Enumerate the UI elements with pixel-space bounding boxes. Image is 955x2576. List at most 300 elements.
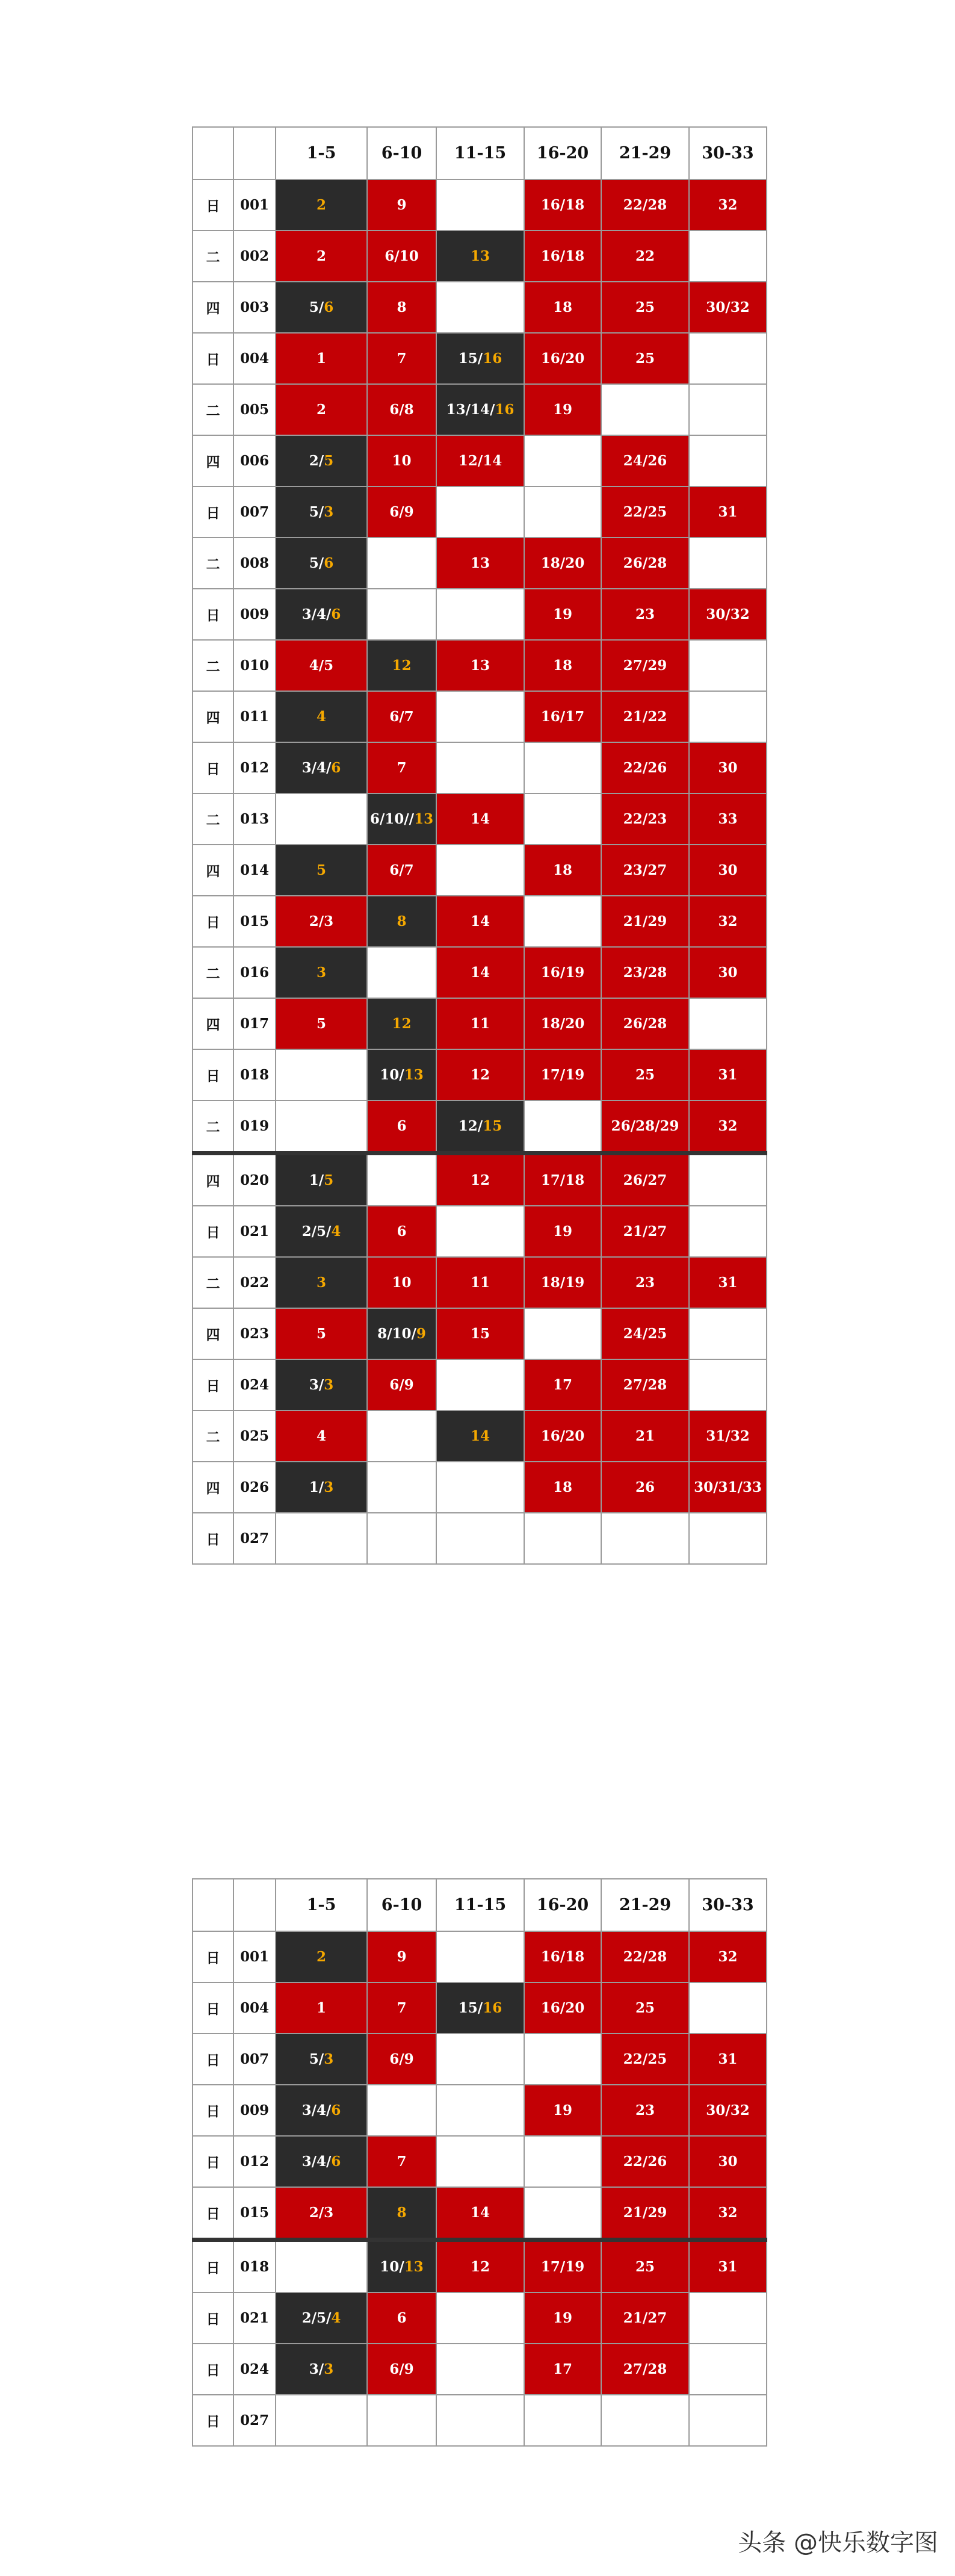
- day-label: 四: [193, 845, 233, 896]
- number-cell: [436, 2240, 524, 2293]
- number-cell: [524, 486, 601, 538]
- number-cell: [436, 2344, 524, 2395]
- table-row: [193, 333, 767, 384]
- number-text: 31: [718, 2051, 738, 2067]
- number-cell: [367, 998, 436, 1049]
- number-text: 23/27: [623, 862, 667, 878]
- number-cell: [689, 998, 767, 1049]
- number-text: 7: [397, 760, 407, 776]
- number-text: 14: [470, 2205, 490, 2221]
- number-text: 16/18: [540, 248, 585, 264]
- number-text: 16/20: [540, 350, 585, 367]
- number-cell: [436, 691, 524, 742]
- issue-number: 004: [233, 1982, 276, 2034]
- number-cell: [367, 1206, 436, 1257]
- number-text: 9: [397, 1949, 407, 1965]
- number-cell: [436, 947, 524, 998]
- day-label: 日: [193, 1359, 233, 1411]
- column-header: 6-10: [367, 1879, 436, 1931]
- number-cell: [436, 179, 524, 231]
- number-cell: [436, 2395, 524, 2446]
- day-label: 日: [193, 1931, 233, 1982]
- number-text: 17: [552, 2361, 572, 2377]
- number-cell: [367, 2240, 436, 2293]
- number-text: 23: [635, 1274, 655, 1291]
- number-cell: [367, 1513, 436, 1564]
- number-cell: [276, 947, 367, 998]
- issue-number: 009: [233, 589, 276, 640]
- number-cell: [276, 2395, 367, 2446]
- day-label: 四: [193, 1462, 233, 1513]
- issue-number: 011: [233, 691, 276, 742]
- number-text: 6/9: [389, 2361, 414, 2377]
- number-cell: [436, 742, 524, 793]
- table-row: [193, 486, 767, 538]
- number-cell: [367, 845, 436, 896]
- day-label: 四: [193, 1308, 233, 1359]
- issue-number: 016: [233, 947, 276, 998]
- number-cell: [436, 2187, 524, 2240]
- column-header: 21-29: [601, 1879, 689, 1931]
- number-text: 25: [635, 299, 655, 315]
- issue-number: 018: [233, 2240, 276, 2293]
- number-text: 18: [552, 862, 572, 878]
- number-text: 5: [316, 1326, 326, 1342]
- number-cell: [436, 1100, 524, 1153]
- issue-number: 009: [233, 2085, 276, 2136]
- number-cell: [601, 947, 689, 998]
- highlight-number: 13: [404, 2259, 424, 2275]
- day-label: 日: [193, 1206, 233, 1257]
- number-cell: [367, 486, 436, 538]
- number-text: 19: [552, 402, 572, 418]
- number-cell: [436, 231, 524, 282]
- issue-number: 008: [233, 538, 276, 589]
- column-header: 16-20: [524, 127, 601, 179]
- number-cell: [367, 640, 436, 691]
- day-label: 日: [193, 179, 233, 231]
- day-label: 二: [193, 384, 233, 435]
- number-text: 33: [718, 811, 738, 827]
- number-text: 3/4/: [301, 2102, 332, 2118]
- issue-number: 027: [233, 1513, 276, 1564]
- number-text: 32: [718, 2205, 738, 2221]
- table-row: [193, 1206, 767, 1257]
- issue-number: 004: [233, 333, 276, 384]
- number-cell: [601, 2034, 689, 2085]
- number-text: 2/5/: [301, 1223, 332, 1240]
- number-cell: [689, 1931, 767, 1982]
- number-cell: [276, 384, 367, 435]
- day-label: 日: [193, 1513, 233, 1564]
- number-text: 15/: [458, 2000, 483, 2016]
- highlight-number: 3: [324, 504, 334, 520]
- column-header: [193, 127, 233, 179]
- number-cell: [436, 589, 524, 640]
- table-row: [193, 2085, 767, 2136]
- number-text: 1: [316, 350, 326, 367]
- highlight-number: 6: [331, 606, 341, 622]
- number-text: 21: [635, 1428, 655, 1444]
- number-text: 1/: [309, 1479, 324, 1495]
- number-cell: [367, 1982, 436, 2034]
- number-text: 6: [397, 1118, 407, 1134]
- column-header: 11-15: [436, 127, 524, 179]
- number-text: 30/31/33: [694, 1479, 762, 1495]
- number-text: 32: [718, 913, 738, 930]
- number-text: 21/22: [623, 709, 667, 725]
- highlight-number: 4: [331, 1223, 341, 1240]
- highlight-number: 5: [316, 862, 326, 878]
- number-cell: [601, 2187, 689, 2240]
- number-text: 10/: [380, 2259, 404, 2275]
- number-cell: [436, 1206, 524, 1257]
- number-text: 31: [718, 504, 738, 520]
- number-cell: [436, 998, 524, 1049]
- number-text: 22: [635, 248, 655, 264]
- number-cell: [524, 282, 601, 333]
- number-text: 17/19: [540, 1067, 585, 1083]
- number-text: 16/19: [540, 964, 585, 981]
- number-text: 10/: [380, 1067, 404, 1083]
- number-cell: [601, 589, 689, 640]
- number-cell: [436, 1257, 524, 1308]
- number-text: 23: [635, 606, 655, 622]
- column-header: 1-5: [276, 1879, 367, 1931]
- number-cell: [367, 333, 436, 384]
- number-text: 2/5/: [301, 2310, 332, 2326]
- number-text: 3/: [309, 1377, 324, 1393]
- number-text: 31: [718, 1067, 738, 1083]
- number-text: 16/18: [540, 197, 585, 213]
- number-cell: [601, 384, 689, 435]
- issue-number: 015: [233, 896, 276, 947]
- highlight-number: 3: [324, 1479, 334, 1495]
- number-cell: [601, 1462, 689, 1513]
- number-text: 32: [718, 197, 738, 213]
- number-text: 6/10//: [369, 811, 415, 827]
- issue-number: 024: [233, 2344, 276, 2395]
- number-text: 23: [635, 2102, 655, 2118]
- day-label: 四: [193, 691, 233, 742]
- number-text: 5: [316, 1016, 326, 1032]
- number-cell: [524, 793, 601, 845]
- day-label: 日: [193, 2085, 233, 2136]
- number-cell: [276, 486, 367, 538]
- issue-number: 023: [233, 1308, 276, 1359]
- number-text: 3/: [309, 2361, 324, 2377]
- day-label: 二: [193, 947, 233, 998]
- table-row: [193, 1982, 767, 2034]
- number-text: 18: [552, 657, 572, 674]
- number-cell: [524, 538, 601, 589]
- day-label: 日: [193, 1049, 233, 1100]
- number-cell: [276, 231, 367, 282]
- number-text: 31: [718, 1274, 738, 1291]
- highlight-number: 13: [414, 811, 434, 827]
- number-cell: [367, 1411, 436, 1462]
- issue-number: 007: [233, 2034, 276, 2085]
- highlight-number: 6: [331, 2153, 341, 2170]
- number-text: 17/18: [540, 1172, 585, 1188]
- number-cell: [601, 845, 689, 896]
- number-cell: [367, 1359, 436, 1411]
- number-cell: [689, 2240, 767, 2293]
- number-cell: [601, 1100, 689, 1153]
- number-text: 6/10: [385, 248, 419, 264]
- number-text: 25: [635, 350, 655, 367]
- number-cell: [689, 691, 767, 742]
- number-cell: [436, 2085, 524, 2136]
- issue-number: 021: [233, 1206, 276, 1257]
- number-text: 12/: [458, 1118, 483, 1134]
- number-cell: [601, 486, 689, 538]
- highlight-number: 6: [324, 299, 334, 315]
- number-cell: [689, 1513, 767, 1564]
- number-cell: [524, 2136, 601, 2187]
- day-label: 日: [193, 2395, 233, 2446]
- number-text: 30/32: [706, 299, 750, 315]
- table-row: [193, 2240, 767, 2293]
- issue-number: 012: [233, 2136, 276, 2187]
- number-cell: [367, 1257, 436, 1308]
- number-text: 18: [552, 299, 572, 315]
- number-cell: [601, 1982, 689, 2034]
- number-cell: [436, 282, 524, 333]
- number-text: 27/28: [623, 2361, 667, 2377]
- number-cell: [436, 1049, 524, 1100]
- number-cell: [524, 1308, 601, 1359]
- number-cell: [367, 793, 436, 845]
- table-row: [193, 1513, 767, 1564]
- column-header: 16-20: [524, 1879, 601, 1931]
- issue-number: 026: [233, 1462, 276, 1513]
- number-text: 15/: [458, 350, 483, 367]
- issue-number: 021: [233, 2292, 276, 2344]
- issue-number: 027: [233, 2395, 276, 2446]
- header-row: [193, 127, 767, 179]
- number-text: 3/4/: [301, 760, 332, 776]
- number-text: 1: [316, 2000, 326, 2016]
- number-text: 30: [718, 2153, 738, 2170]
- number-cell: [524, 1049, 601, 1100]
- number-cell: [367, 538, 436, 589]
- table-row: [193, 1411, 767, 1462]
- header-row: [193, 1879, 767, 1931]
- number-cell: [276, 742, 367, 793]
- table-row: [193, 2187, 767, 2240]
- table-row: [193, 538, 767, 589]
- issue-number: 001: [233, 179, 276, 231]
- issue-number: 020: [233, 1153, 276, 1206]
- number-cell: [601, 742, 689, 793]
- number-cell: [689, 435, 767, 486]
- table-row: [193, 2292, 767, 2344]
- day-label: 日: [193, 2187, 233, 2240]
- number-text: 8: [397, 299, 407, 315]
- day-label: 二: [193, 231, 233, 282]
- number-cell: [436, 1513, 524, 1564]
- number-text: 13: [470, 555, 490, 571]
- number-cell: [689, 2292, 767, 2344]
- watermark: 头条 @快乐数字图: [738, 2529, 938, 2557]
- number-text: 12: [470, 1172, 490, 1188]
- number-cell: [689, 1206, 767, 1257]
- number-cell: [367, 947, 436, 998]
- number-text: 27/28: [623, 1377, 667, 1393]
- number-text: 25: [635, 2000, 655, 2016]
- day-label: 二: [193, 640, 233, 691]
- number-text: 23/28: [623, 964, 667, 981]
- number-cell: [689, 896, 767, 947]
- number-text: 2: [316, 248, 326, 264]
- number-text: 3/4/: [301, 606, 332, 622]
- number-cell: [436, 1308, 524, 1359]
- issue-number: 001: [233, 1931, 276, 1982]
- number-cell: [524, 589, 601, 640]
- number-cell: [436, 845, 524, 896]
- number-text: 18/20: [540, 1016, 585, 1032]
- issue-number: 018: [233, 1049, 276, 1100]
- number-text: 5/: [309, 504, 324, 520]
- number-cell: [689, 1359, 767, 1411]
- number-cell: [524, 1411, 601, 1462]
- number-cell: [524, 1206, 601, 1257]
- number-cell: [436, 1462, 524, 1513]
- table-row: [193, 2395, 767, 2446]
- number-cell: [276, 1257, 367, 1308]
- number-cell: [524, 1982, 601, 2034]
- number-cell: [689, 1100, 767, 1153]
- number-cell: [689, 2085, 767, 2136]
- number-cell: [689, 1257, 767, 1308]
- day-label: 四: [193, 1153, 233, 1206]
- table-row: [193, 998, 767, 1049]
- table-row: [193, 896, 767, 947]
- number-cell: [367, 384, 436, 435]
- highlight-number: 4: [331, 2310, 341, 2326]
- number-text: 6/9: [389, 2051, 414, 2067]
- number-cell: [689, 333, 767, 384]
- number-cell: [276, 333, 367, 384]
- number-text: 22/26: [623, 2153, 667, 2170]
- number-text: 26/28: [623, 1016, 667, 1032]
- number-cell: [601, 1411, 689, 1462]
- day-label: 日: [193, 2344, 233, 2395]
- column-header: 30-33: [689, 1879, 767, 1931]
- number-text: 4/5: [309, 657, 334, 674]
- number-text: 1/: [309, 1172, 324, 1188]
- highlight-number: 16: [495, 402, 515, 418]
- highlight-number: 3: [316, 964, 326, 981]
- number-cell: [436, 640, 524, 691]
- number-cell: [436, 1411, 524, 1462]
- number-text: 8/10/: [377, 1326, 416, 1342]
- number-text: 12: [470, 1067, 490, 1083]
- number-text: 30/32: [706, 606, 750, 622]
- number-text: 22/28: [623, 197, 667, 213]
- column-header: 21-29: [601, 127, 689, 179]
- issue-number: 012: [233, 742, 276, 793]
- number-text: 13/14/: [446, 402, 495, 418]
- number-text: 7: [397, 350, 407, 367]
- number-cell: [276, 896, 367, 947]
- number-cell: [276, 2187, 367, 2240]
- number-text: 25: [635, 2259, 655, 2275]
- number-cell: [436, 2136, 524, 2187]
- number-cell: [367, 2292, 436, 2344]
- number-text: 21/29: [623, 2205, 667, 2221]
- number-cell: [367, 1153, 436, 1206]
- number-cell: [436, 486, 524, 538]
- column-header: [233, 127, 276, 179]
- number-text: 7: [397, 2000, 407, 2016]
- number-cell: [601, 640, 689, 691]
- number-cell: [276, 2344, 367, 2395]
- column-header: [233, 1879, 276, 1931]
- issue-number: 003: [233, 282, 276, 333]
- number-cell: [524, 1257, 601, 1308]
- table-row: [193, 947, 767, 998]
- number-cell: [276, 282, 367, 333]
- number-text: 3/4/: [301, 2153, 332, 2170]
- number-text: 11: [470, 1274, 490, 1291]
- number-cell: [276, 1153, 367, 1206]
- number-cell: [524, 998, 601, 1049]
- number-cell: [601, 1513, 689, 1564]
- number-cell: [524, 1100, 601, 1153]
- number-cell: [601, 1049, 689, 1100]
- number-cell: [276, 998, 367, 1049]
- number-text: 11: [470, 1016, 490, 1032]
- number-cell: [276, 2136, 367, 2187]
- number-text: 30/32: [706, 2102, 750, 2118]
- number-text: 6/8: [389, 402, 414, 418]
- number-cell: [524, 2240, 601, 2293]
- number-cell: [601, 998, 689, 1049]
- number-text: 15: [470, 1326, 490, 1342]
- number-text: 26: [635, 1479, 655, 1495]
- table-row: [193, 793, 767, 845]
- number-cell: [689, 793, 767, 845]
- highlight-number: 16: [483, 350, 502, 367]
- number-text: 21/29: [623, 913, 667, 930]
- number-cell: [689, 1308, 767, 1359]
- number-text: 13: [470, 657, 490, 674]
- number-cell: [524, 333, 601, 384]
- number-cell: [367, 691, 436, 742]
- number-cell: [689, 282, 767, 333]
- number-cell: [367, 179, 436, 231]
- number-cell: [689, 589, 767, 640]
- table-row: [193, 2136, 767, 2187]
- number-text: 18: [552, 1479, 572, 1495]
- number-cell: [524, 640, 601, 691]
- highlight-number: 9: [416, 1326, 426, 1342]
- number-cell: [689, 640, 767, 691]
- highlight-number: 12: [392, 657, 412, 674]
- issue-number: 014: [233, 845, 276, 896]
- table-row: [193, 282, 767, 333]
- number-cell: [276, 435, 367, 486]
- number-cell: [276, 589, 367, 640]
- number-cell: [524, 845, 601, 896]
- number-cell: [524, 2187, 601, 2240]
- number-cell: [524, 742, 601, 793]
- table-row: [193, 384, 767, 435]
- table-row: [193, 1308, 767, 1359]
- number-cell: [276, 1308, 367, 1359]
